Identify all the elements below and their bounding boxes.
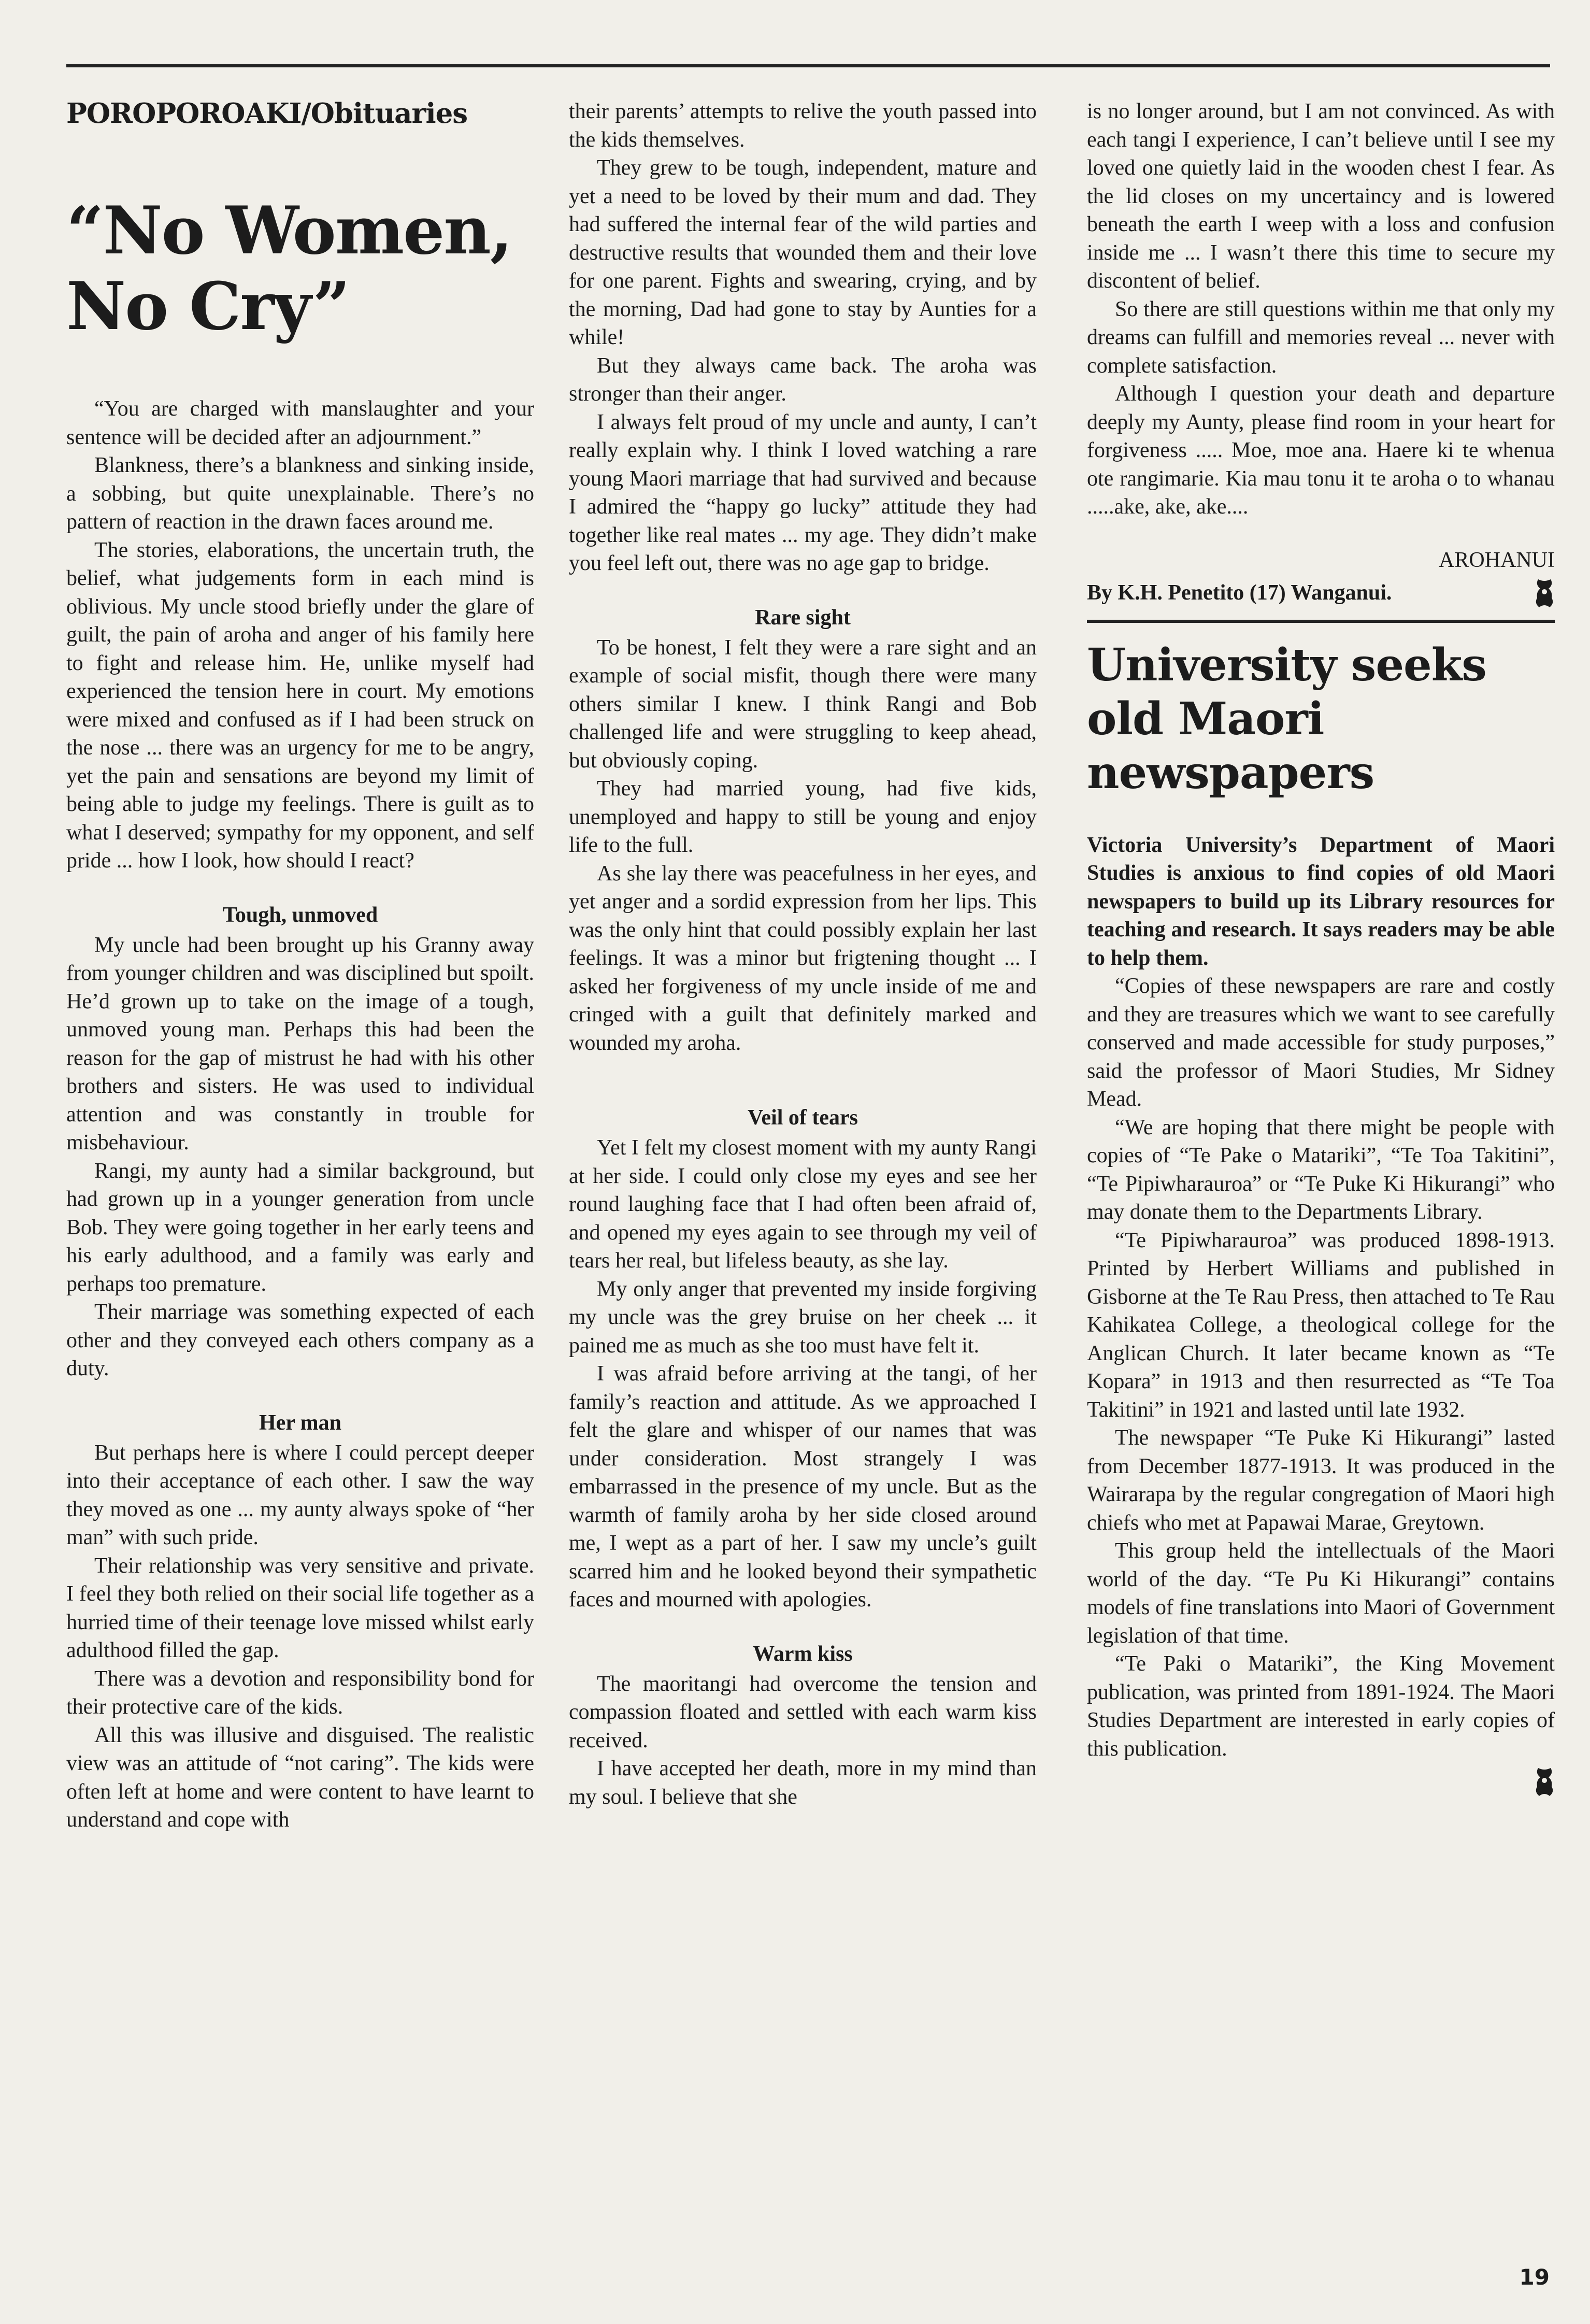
end-mark [1087,1766,1555,1800]
byline [1087,577,1555,608]
paragraph: “We are hoping that there might be people with copies of “Te Pake o Matariki”, “Te Toa Takitini”, “Te Pipiwharauroa” or “Te Puke Ki Hikurangi” who may donate them to the Departments Library. [1087,1115,1555,1224]
section-label: POROPOROAKI/Obituaries [66,97,468,130]
paragraph: To be honest, I felt they were a rare sight and an example of social misfit, though there were many others similar I knew. I think Rangi and Bob challenged life and were struggling to keep ahead, but obviously coping. [569,635,1037,773]
paragraph: This group held the intellectuals of the Maori world of the day. “Te Pu Ki Hikurangi” contains models of fine translations into Maori of Government legislation of that time. [1087,1539,1555,1648]
paragraph: There was a devotion and responsibility bond for their protective care of the kids. [66,1666,534,1719]
headline2-line-2: old Maori [1087,692,1324,745]
paragraph: Rangi, my aunty had a similar background, but had grown up in a younger generation from uncle Bob. They were going together in her early teens and his early adulthood, and a family was early and perhaps too premature. [66,1159,534,1296]
paragraph: But they always came back. The aroha was stronger than their anger. [569,353,1037,406]
paragraph: I always felt proud of my uncle and aunty, I can’t really explain why. I think I loved watching a rare young Maori marriage that had survived and because I admired the “happy go lucky” attitude they had together like real mates ... my age. They didn’t make you feel left out, there was no age gap to bridge. [569,410,1037,575]
paragraph: The maoritangi had overcome the tension and compassion floated and settled with each warm kiss received. [569,1672,1037,1752]
subhead-her-man: Her man [259,1410,342,1435]
paragraph: “Copies of these newspapers are rare and costly and they are treasures which we want to see carefully conserved and made accessible for study purposes,” said the professor of Maori Studies, Mr Sidney Mead. [1087,974,1555,1111]
end-mark-icon [1534,577,1555,608]
paragraph: But perhaps here is where I could percept deeper into their acceptance of each other. I saw the way they moved as one ... my aunty always spoke of “her man” with such pride. [66,1441,534,1549]
paragraph: “Te Pipiwharauroa” was produced 1898-1913. Printed by Herbert Williams and published in Gisborne at the Te Rau Press, then attached to Te Rau Kahikatea College, a theological college for the Anglican Church. It later became known as “Te Kopara” in 1913 and then resurrected as “Te Toa Takitini” in 1921 and lasted until late 1932. [1087,1228,1555,1422]
article-divider [1087,620,1555,623]
subhead-warm-kiss: Warm kiss [753,1642,853,1666]
paragraph: Their marriage was something expected of each other and they conveyed each others company as a duty. [66,1300,534,1380]
paragraph: My uncle had been brought up his Granny away from younger children and was disciplined but spoilt. He’d grown up to take on the image of a tough, unmoved young man. Perhaps this had been the reason for the gap of mistrust he had with his other brothers and sisters. He was used to individual attention and was constantly in trouble for misbehaviour. [66,933,534,1154]
paragraph: The stories, elaborations, the uncertain truth, the belief, what judgements form in each mind is oblivious. My uncle stood briefly under the glare of guilt, the pain of aroha and anger of his family here to fight and release him. He, unlike myself had experienced the tension here in court. My emotions were mixed and confused as if I had been struck on the nose ... there was an urgency for me to be angry, yet the pain and sensations are beyond my limit of being able to judge my feelings. There is guilt as to what I deserved; sympathy for my opponent, and self pride ... how I look, how should I react? [66,538,534,873]
column-2 [569,97,1037,1811]
article2-lead: Victoria University’s Department of Maori Studies is anxious to find copies of old Maori newspapers to build up its Library resources for teaching and research. It says readers may be able to help them. [1087,833,1555,970]
paragraph: Yet I felt my closest moment with my aunty Rangi at her side. I could only close my eyes and see her round laughing face that I had often been afraid of, and opened my eyes again to see through my veil of tears her real, but lifeless beauty, as she lay. [569,1136,1037,1273]
paragraph: The newspaper “Te Puke Ki Hikurangi” lasted from December 1877-1913. It was produced in the Wairarapa by the regular congregation of Maori high chiefs who met at Papawai Marae, Greytown. [1087,1426,1555,1535]
top-rule [66,64,1550,67]
headline-line-1: “No Women, [66,192,512,269]
subhead-rare-sight: Rare sight [755,605,851,630]
byline-text: By K.H. Penetito (17) Wanganui. [1087,580,1392,605]
paragraph: their parents’ attempts to relive the youth passed into the kids themselves. [569,99,1037,152]
paragraph: I was afraid before arriving at the tangi, of her family’s reaction and attitude. As we approached I felt the glare and whisper of our names that was under consideration. Most strangely I was embarrassed in the presence of my uncle. But as the warmth of family aroha by her side closed around me, I wept as a part of her. I saw my uncle’s guilt scarred him and he looked beyond their sympathetic faces and mourned with apologies. [569,1362,1037,1612]
paragraph: All this was illusive and disguised. The realistic view was an attitude of “not caring”. The kids were often left at home and were content to have learnt to understand and cope with [66,1723,534,1832]
paragraph: “You are charged with manslaughter and your sentence will be decided after an adjournment.” [66,397,534,449]
paragraph: “Te Paki o Matariki”, the King Movement publication, was printed from 1891-1924. The Maori Studies Department are interested in early copies of this publication. [1087,1652,1555,1761]
subhead-veil-of-tears: Veil of tears [747,1106,858,1130]
paragraph: I have accepted her death, more in my mind than my soul. I believe that she [569,1757,1037,1809]
headline2-line-1: University seeks [1087,638,1486,691]
paragraph: Their relationship was very sensitive and private. I feel they both relied on their social life together as a hurried time of their teenage love missed whilst early adulthood filled the gap. [66,1553,534,1662]
headline-line-2: No Cry” [66,268,350,345]
subhead-tough-unmoved: Tough, unmoved [222,903,378,927]
column-1 [66,93,534,1834]
paragraph: My only anger that prevented my inside forgiving my uncle was the grey bruise on her cheek ... it pained me as much as she too must have felt it. [569,1277,1037,1358]
paragraph: They grew to be tough, independent, mature and yet a need to be loved by their mum and dad. They had suffered the internal fear of the wild parties and destructive results that wounded them and their love for one parent. Fights and swearing, crying, and by the morning, Dad had gone to stay by Aunties for a while! [569,156,1037,349]
paragraph: So there are still questions within me that only my dreams can fulfill and memories reveal ... never with complete satisfaction. [1087,297,1555,378]
end-mark-icon [1534,1766,1555,1797]
paragraph: As she lay there was peacefulness in her eyes, and yet anger and a sordid expression from her lips. This was the only hint that could possibly explain her last feelings. It was a minor but frigtening thought ... I asked her forgiveness of my uncle inside of me and cringed with a guilt that definitely marked and wounded my aroha. [569,861,1037,1055]
paragraph: Although I question your death and departure deeply my Aunty, please find room in your heart for forgiveness ..... Moe, moe ana. Haere ki te whenua ote rangimarie. Kia mau tonu it te aroha o to whanau .....ake, ake, ake.... [1087,382,1555,519]
paragraph: Blankness, there’s a blankness and sinking inside, a sobbing, but quite unexplainable. There’s no pattern of reaction in the drawn faces around me. [66,453,534,534]
paragraph: is no longer around, but I am not convinced. As with each tangi I experience, I can’t believe until I see my loved one quietly laid in the wooden chest I fear. As the lid closes on my uncertaincy and is lowered beneath the earth I weep with a loss and confusion inside me ... I wasn’t there this time to secure my discontent of belief. [1087,99,1555,293]
sign-off: AROHANUI [1439,548,1555,572]
paragraph: They had married young, had five kids, unemployed and happy to still be young and enjoy life to the full. [569,777,1037,857]
article-headline [66,193,534,344]
article2-headline [1087,638,1555,800]
column-3 [1087,97,1555,1800]
headline2-line-3: newspapers [1087,746,1374,799]
page-number: 19 [1519,2264,1550,2290]
